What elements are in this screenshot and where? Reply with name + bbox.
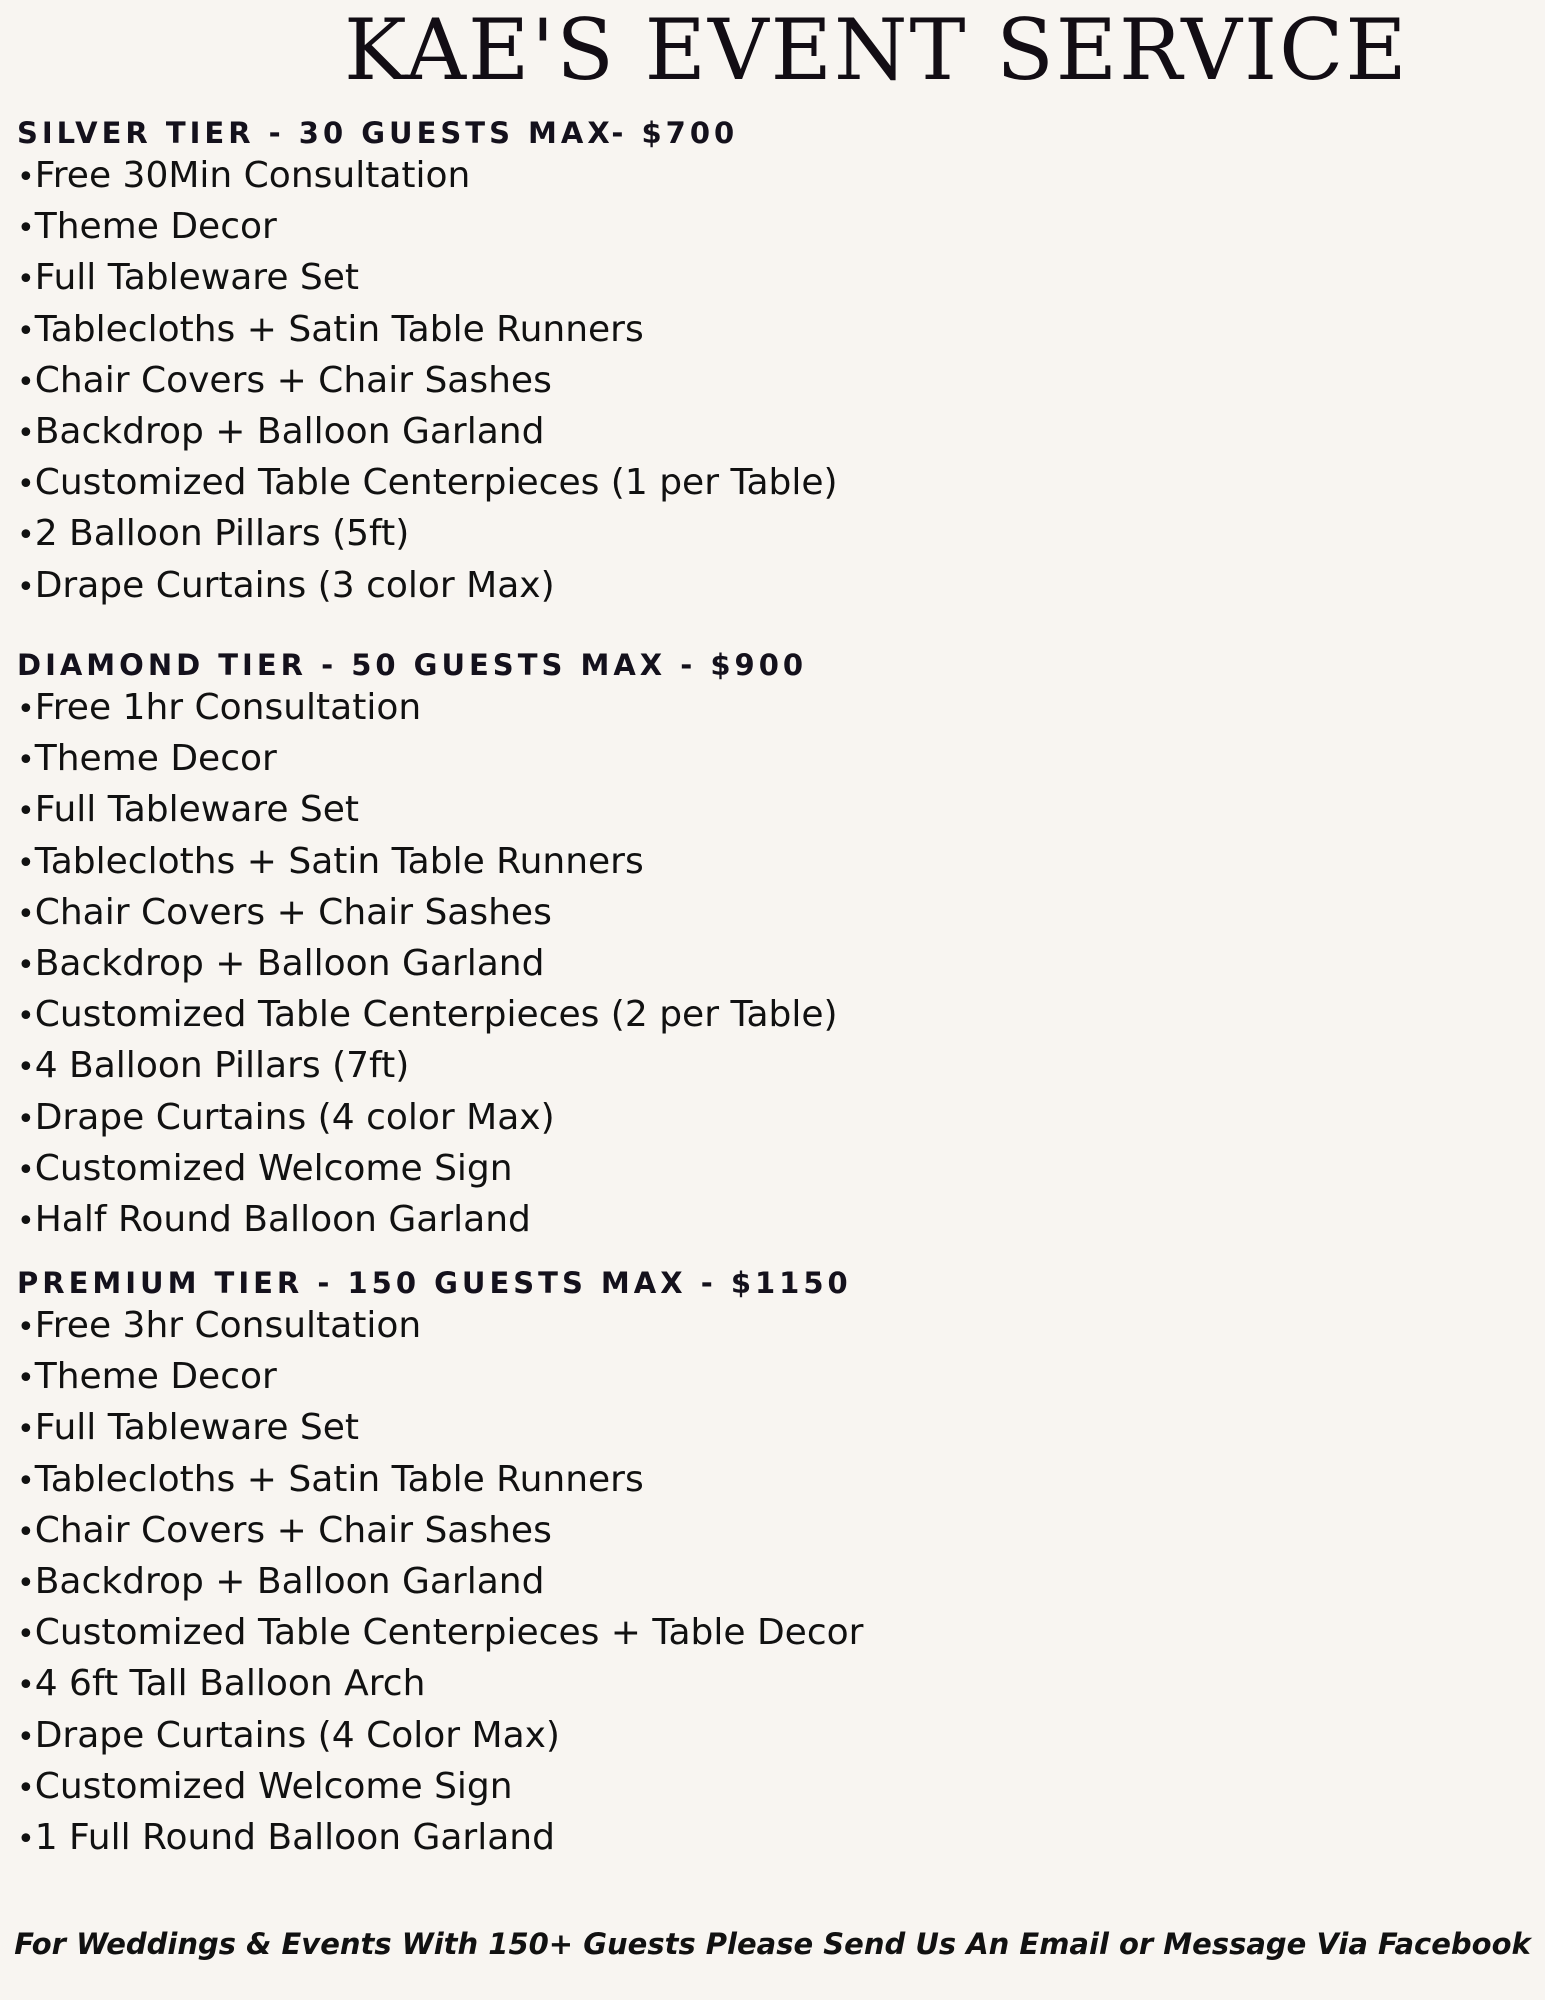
list-item	[17, 1040, 1528, 1091]
list-item	[17, 1556, 1528, 1607]
list-item-label: 4 6ft Tall Balloon Arch	[34, 1663, 426, 1705]
list-item-label: Drape Curtains (4 color Max)	[34, 1096, 555, 1138]
list-item-label: 2 Balloon Pillars (5ft)	[34, 513, 410, 555]
bullet-icon: •	[17, 1617, 35, 1653]
list-item	[17, 150, 1528, 201]
bullet-icon: •	[17, 415, 35, 451]
list-item-label: Customized Table Centerpieces (2 per Table)	[34, 994, 838, 1036]
list-item-label: Customized Table Centerpieces + Table Decor	[34, 1612, 864, 1654]
premium-tier-section	[17, 1266, 1528, 1863]
list-item-label: Chair Covers + Chair Sashes	[34, 359, 552, 401]
list-item-label: Chair Covers + Chair Sashes	[34, 891, 552, 933]
bullet-icon: •	[17, 1565, 35, 1601]
list-item	[17, 887, 1528, 938]
list-item	[17, 201, 1528, 252]
bullet-icon: •	[17, 569, 35, 605]
list-item-label: Free 1hr Consultation	[34, 687, 422, 728]
list-item-label: Backdrop + Balloon Garland	[34, 1560, 545, 1602]
list-item	[17, 938, 1528, 989]
bullet-icon: •	[17, 211, 35, 247]
list-item-label: Free 3hr Consultation	[34, 1305, 422, 1346]
bullet-icon: •	[17, 1463, 35, 1499]
bullet-icon: •	[17, 364, 35, 400]
list-item	[17, 784, 1528, 835]
bullet-icon: •	[17, 947, 35, 983]
list-item	[17, 682, 1528, 733]
list-item-label: Backdrop + Balloon Garland	[34, 410, 545, 452]
bullet-icon: •	[17, 1821, 35, 1857]
bullet-icon: •	[17, 743, 35, 779]
bullet-icon: •	[17, 1050, 35, 1086]
list-item-label: Customized Welcome Sign	[34, 1765, 513, 1807]
list-item	[17, 1710, 1528, 1761]
diamond-tier-feature-list	[17, 682, 1528, 1245]
list-item-label: Tablecloths + Satin Table Runners	[34, 308, 644, 350]
list-item-label: Customized Welcome Sign	[34, 1147, 513, 1189]
bullet-icon: •	[17, 467, 35, 503]
list-item-label: Free 30Min Consultation	[34, 155, 471, 196]
bullet-icon: •	[17, 1152, 35, 1188]
bullet-icon: •	[17, 1310, 35, 1345]
list-item	[17, 304, 1528, 355]
list-item	[17, 560, 1528, 611]
bullet-icon: •	[17, 692, 35, 727]
list-item-label: 4 Balloon Pillars (7ft)	[34, 1045, 410, 1087]
list-item	[17, 1351, 1528, 1402]
list-item	[17, 1143, 1528, 1194]
list-item	[17, 1761, 1528, 1812]
list-item	[17, 836, 1528, 887]
list-item	[17, 406, 1528, 457]
bullet-icon: •	[17, 1203, 35, 1239]
list-item-label: Drape Curtains (3 color Max)	[34, 564, 555, 606]
bullet-icon: •	[17, 999, 35, 1035]
list-item	[17, 1658, 1528, 1709]
bullet-icon: •	[17, 160, 35, 195]
list-item-label: Full Tableware Set	[34, 1407, 360, 1449]
list-item	[17, 1505, 1528, 1556]
diamond-tier-section	[17, 648, 1528, 1245]
list-item-label: Half Round Balloon Garland	[34, 1198, 531, 1240]
bullet-icon: •	[17, 896, 35, 932]
list-item	[17, 1300, 1528, 1351]
list-item	[17, 1194, 1528, 1245]
list-item-label: Customized Table Centerpieces (1 per Table)	[34, 462, 838, 504]
list-item-label: Chair Covers + Chair Sashes	[34, 1509, 552, 1551]
list-item-label: Backdrop + Balloon Garland	[34, 942, 545, 984]
bullet-icon: •	[17, 845, 35, 881]
diamond-tier-heading: DIAMOND TIER - 50 GUESTS MAX - $900	[17, 648, 808, 682]
silver-tier-section	[17, 116, 1528, 611]
list-item	[17, 457, 1528, 508]
bullet-icon: •	[17, 518, 35, 554]
footer-note: For Weddings & Events With 150+ Guests Please Send Us An Email or Message Via Facebook	[14, 1927, 1531, 1961]
bullet-icon: •	[17, 262, 35, 298]
list-item-label: Tablecloths + Satin Table Runners	[34, 1458, 644, 1500]
bullet-icon: •	[17, 313, 35, 349]
bullet-icon: •	[17, 1770, 35, 1806]
bullet-icon: •	[17, 1101, 35, 1137]
list-item-label: Drape Curtains (4 Color Max)	[34, 1714, 560, 1756]
list-item-label: Tablecloths + Satin Table Runners	[34, 840, 644, 882]
page-title: KAE'S EVENT SERVICE	[344, 1, 1409, 99]
list-item-label: Theme Decor	[34, 206, 277, 248]
bullet-icon: •	[17, 1412, 35, 1448]
list-item	[17, 1607, 1528, 1658]
bullet-icon: •	[17, 1514, 35, 1550]
premium-tier-heading: PREMIUM TIER - 150 GUESTS MAX - $1150	[17, 1266, 852, 1300]
list-item	[17, 1402, 1528, 1453]
list-item	[17, 1092, 1528, 1143]
premium-tier-feature-list	[17, 1300, 1528, 1863]
silver-tier-feature-list	[17, 150, 1528, 611]
list-item	[17, 1454, 1528, 1505]
list-item	[17, 252, 1528, 303]
bullet-icon: •	[17, 1668, 35, 1704]
list-item	[17, 733, 1528, 784]
bullet-icon: •	[17, 794, 35, 830]
list-item-label: Full Tableware Set	[34, 789, 360, 831]
list-item-label: Theme Decor	[34, 738, 277, 780]
list-item	[17, 989, 1528, 1040]
silver-tier-heading: SILVER TIER - 30 GUESTS MAX- $700	[17, 116, 739, 150]
list-item	[17, 1812, 1528, 1863]
list-item-label: 1 Full Round Balloon Garland	[34, 1816, 555, 1858]
list-item	[17, 508, 1528, 559]
bullet-icon: •	[17, 1361, 35, 1397]
list-item-label: Full Tableware Set	[34, 257, 360, 299]
list-item	[17, 355, 1528, 406]
list-item-label: Theme Decor	[34, 1356, 277, 1398]
bullet-icon: •	[17, 1719, 35, 1755]
